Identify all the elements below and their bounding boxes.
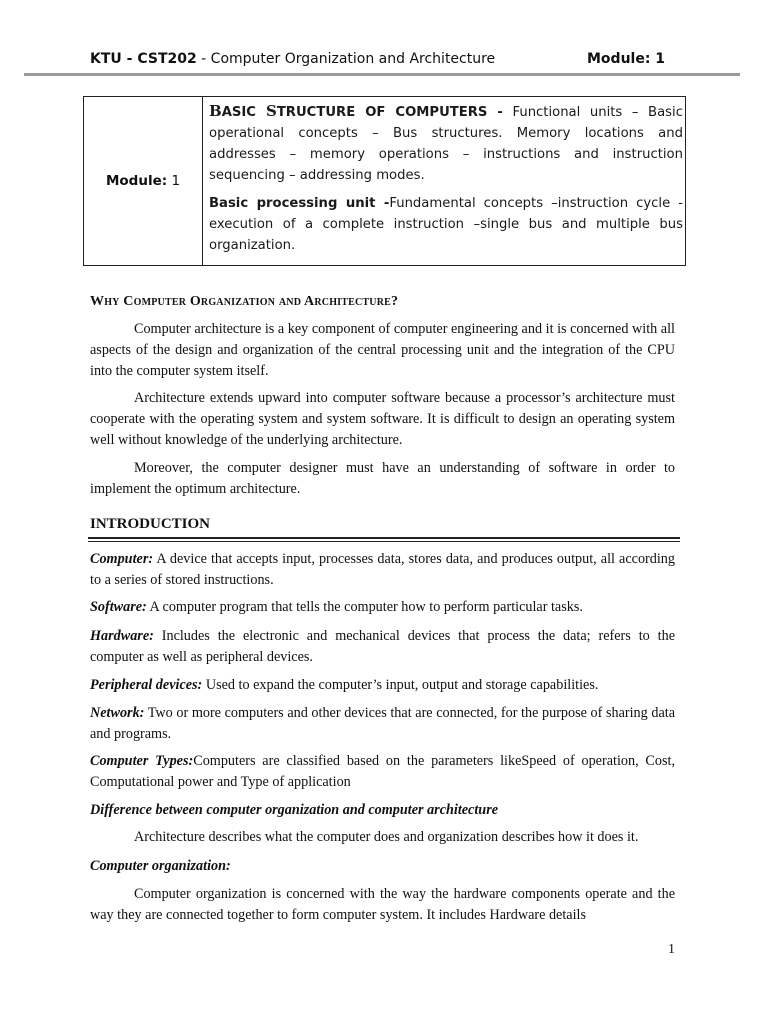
header-module: Module: 1 <box>587 51 666 67</box>
block2-text: Fundamental concepts –instruction cycle - execution of a complete instruction –single bus and multiple bus organization. <box>209 196 683 253</box>
definition-computer <box>90 549 675 591</box>
page-header <box>24 47 740 76</box>
block1-cap2: S <box>265 102 277 120</box>
text-computer: A device that accepts input, processes data, stores data, and produces output, all according to a series of stored instructions. <box>90 551 675 588</box>
definition-software <box>90 597 675 618</box>
course-code: KTU - CST202 <box>90 51 197 67</box>
heading-rule-thin <box>88 541 680 542</box>
why-paragraph-1: Computer architecture is a key component of computer engineering and it is concerned with all aspects of the design and organization of the central processing unit and the integration of the CPU into the computer system itself. <box>90 321 675 379</box>
org-heading: Computer organization: <box>90 858 231 874</box>
course-separator: - <box>196 51 211 67</box>
module-number: 1 <box>171 173 181 189</box>
intro-heading: INTRODUCTION <box>90 516 211 532</box>
block1-rest1: ASIC <box>221 105 266 120</box>
term-hardware: Hardware: <box>90 628 154 644</box>
org-text: Computer organization is concerned with the way the hardware components operate and the way they are connected together to form computer system. It includes Hardware details <box>90 886 675 923</box>
text-computer-types: Computers are classified based on the parameters likeSpeed of operation, Cost, Computational power and Type of application <box>90 753 675 790</box>
header-course <box>90 51 495 67</box>
heading-rule-thick <box>88 537 680 539</box>
term-computer: Computer: <box>90 551 154 567</box>
text-peripheral: Used to expand the computer’s input, output and storage capabilities. <box>202 677 599 693</box>
module-table <box>83 96 686 266</box>
term-network: Network: <box>90 705 145 721</box>
definition-network <box>90 703 675 745</box>
module-block-2 <box>209 193 683 256</box>
text-software: A computer program that tells the computer how to perform particular tasks. <box>146 599 583 615</box>
difference-text: Architecture describes what the computer does and organization describes how it does it. <box>134 829 639 845</box>
term-peripheral: Peripheral devices: <box>90 677 203 693</box>
why-paragraph-3: Moreover, the computer designer must have an understanding of software in order to implement the optimum architecture. <box>90 460 675 497</box>
module-cell <box>84 97 203 266</box>
module-label: Module: <box>105 173 168 189</box>
block1-cap1: B <box>209 102 222 120</box>
text-network: Two or more computers and other devices that are connected, for the purpose of sharing data and programs. <box>90 705 675 742</box>
term-software: Software: <box>90 599 147 615</box>
term-computer-types: Computer Types: <box>90 753 194 769</box>
page-number: 1 <box>668 942 675 957</box>
block1-rest2: TRUCTURE OF COMPUTERS <box>276 105 488 120</box>
module-description <box>203 97 686 266</box>
definition-computer-types <box>90 751 675 793</box>
course-title: Computer Organization and Architecture <box>210 51 496 67</box>
definition-peripheral <box>90 675 675 696</box>
module-block-1 <box>209 101 683 186</box>
block2-title: Basic processing unit - <box>209 196 390 211</box>
why-paragraph-2: Architecture extends upward into computer software because a processor’s architecture must cooperate with the operating system and system software. It is difficult to design an operating system well without knowledge of the underlying architecture. <box>90 390 675 448</box>
text-hardware: Includes the electronic and mechanical devices that process the data; refers to the computer as well as peripheral devices. <box>90 628 675 665</box>
block1-dash: - <box>487 105 503 120</box>
definition-hardware <box>90 626 675 668</box>
block1-text: Functional units – Basic operational concepts – Bus structures. Memory locations and addresses – memory operations – instructions and instruction sequencing – addressing modes. <box>209 105 683 183</box>
difference-heading: Difference between computer organization and computer architecture <box>90 802 499 818</box>
why-heading: Why Computer Organization and Architecture? <box>90 294 399 309</box>
